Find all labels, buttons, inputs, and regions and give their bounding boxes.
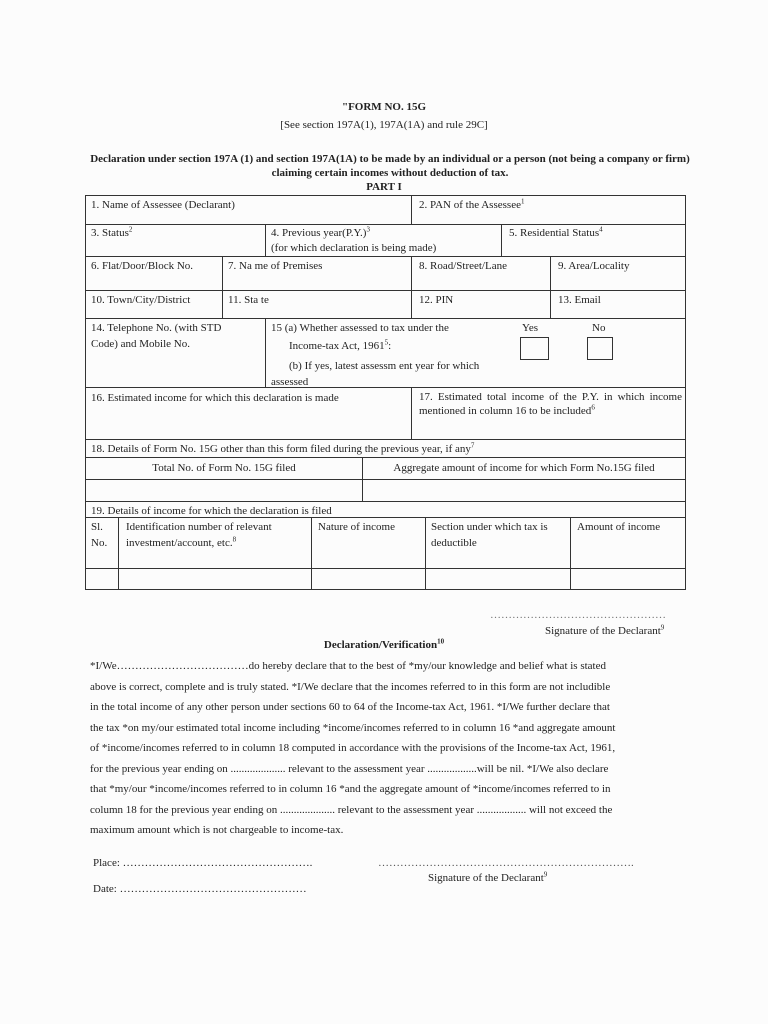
footer-signature-dots: …………………………………………………………….: [378, 857, 634, 869]
field-town-city: 10. Town/City/District: [91, 294, 191, 306]
declaration-title: Declaration under section 197A (1) and section 197A(1A) to be made by an individual or a person (not being a company or firm) claiming certain incomes without deduction of tax.: [90, 153, 690, 179]
field-latest-ay-line2: assessed: [271, 376, 309, 388]
field-previous-year: 4. Previous $year(P.Y.)^3$: [271, 225, 370, 239]
signature-dots: …………………………………………: [490, 609, 666, 621]
field-estimated-income: 16. Estimated income for which this declaration is made: [91, 392, 339, 404]
field-name-of-assessee: 1. Name of Assessee (Declarant): [91, 199, 235, 211]
col-sl-no: Sl. No.: [91, 521, 108, 549]
col-aggregate-amount: Aggregate amount of income for which Form No.15G filed: [393, 462, 655, 474]
section-reference: [See section 197A(1), 197A(1A) and rule 29C]: [280, 119, 488, 131]
part-heading: PART I: [366, 181, 402, 193]
date-field: Date: ……………………………………………: [93, 883, 307, 895]
form-title: "FORM NO. 15G: [341, 101, 426, 113]
field-premises: 7. Na me of Premises: [228, 260, 323, 272]
signature-label: Signature of the Declarant$^9$: [545, 623, 665, 637]
footer-signature-label: Signature of the Declarant$^9$: [428, 870, 548, 884]
field-status: 3. Status$^2$: [91, 225, 133, 239]
field-area-locality: 9. Area/Locality: [558, 260, 630, 272]
field-residential-status: 5. Residential Status$^4$: [509, 225, 603, 239]
col-section: Section under which tax is deductible: [431, 521, 548, 549]
field-pin: 12. PIN: [419, 294, 454, 306]
col-total-15g-filed: Total No. of Form No. 15G filed: [152, 462, 296, 474]
verification-title: Declaration/Verification$^{10}$: [323, 637, 445, 651]
col-amount-of-income: Amount of income: [577, 521, 661, 533]
col-nature-of-income: Nature of income: [318, 521, 395, 533]
field-pan: 2. PAN of the Assessee$^1$: [419, 197, 525, 211]
field-other-15g-details: 18. Details of Form No. 15G other than this form filed during the previous year, if any$^7$: [91, 441, 475, 455]
field-latest-ay: (b) If yes, latest assessm ent year for which: [289, 360, 480, 372]
field-flat-door: 6. Flat/Door/Block No.: [91, 260, 194, 272]
field-telephone: 14. Telephone No. (with STD: [91, 322, 222, 334]
field-road-street: 8. Road/Street/Lane: [419, 260, 507, 272]
col-identification-number: Identification number of relevant investment/account, etc.$^8$: [126, 521, 272, 549]
field-estimated-total-income: 17. Estimated total income of the P.Y. in which income mentioned in column 16 to be included$^6$: [419, 391, 682, 417]
field-state: 11. Sta te: [228, 294, 269, 306]
no-checkbox[interactable]: [587, 337, 613, 360]
field-previous-year-note: (for which declaration is being made): [271, 242, 437, 254]
field-assessed-question: 15 (a) Whether assessed to tax under the: [271, 322, 449, 334]
field-email: 13. Email: [558, 294, 601, 306]
yes-label: Yes: [522, 322, 539, 334]
field-telephone-line2: Code) and Mobile No.: [91, 338, 190, 350]
place-field: Place: …………………………………………….: [93, 857, 313, 869]
verification-body: *I/We………………………………do hereby declare that to the best of *my/our knowledge and belief what is stated above is correct, complete and is truly stated. *I/We declare that the incomes referred to in this form are not includible in the total income of any other person under sections 60 to 64 of the Income-tax Act, 1961. *I/We further declare that the tax *on my/our estimated total income including *income/incomes referred to in column 16 *and aggregate amount of *income/incomes referred to in column 18 computed in accordance with the provisions of the Income-tax Act, 1961, for the previous year ending on .................... relevant to the assessment year ..................will be nil. *I/We also declare that *my/our *income/incomes referred to in column 16 *and the aggregate amount of *income/incomes referred to in column 18 for the previous year ending on .................... relevant to the assessment year .................. will not exceed the maximum amount which is not chargeable to income-tax.: [90, 660, 616, 836]
yes-checkbox[interactable]: [520, 337, 549, 360]
no-label: No: [592, 322, 606, 334]
field-assessed-act: Income-tax Act, 1961$^5$:: [289, 338, 392, 352]
field-income-details: 19. Details of income for which the declaration is filed: [91, 505, 332, 517]
